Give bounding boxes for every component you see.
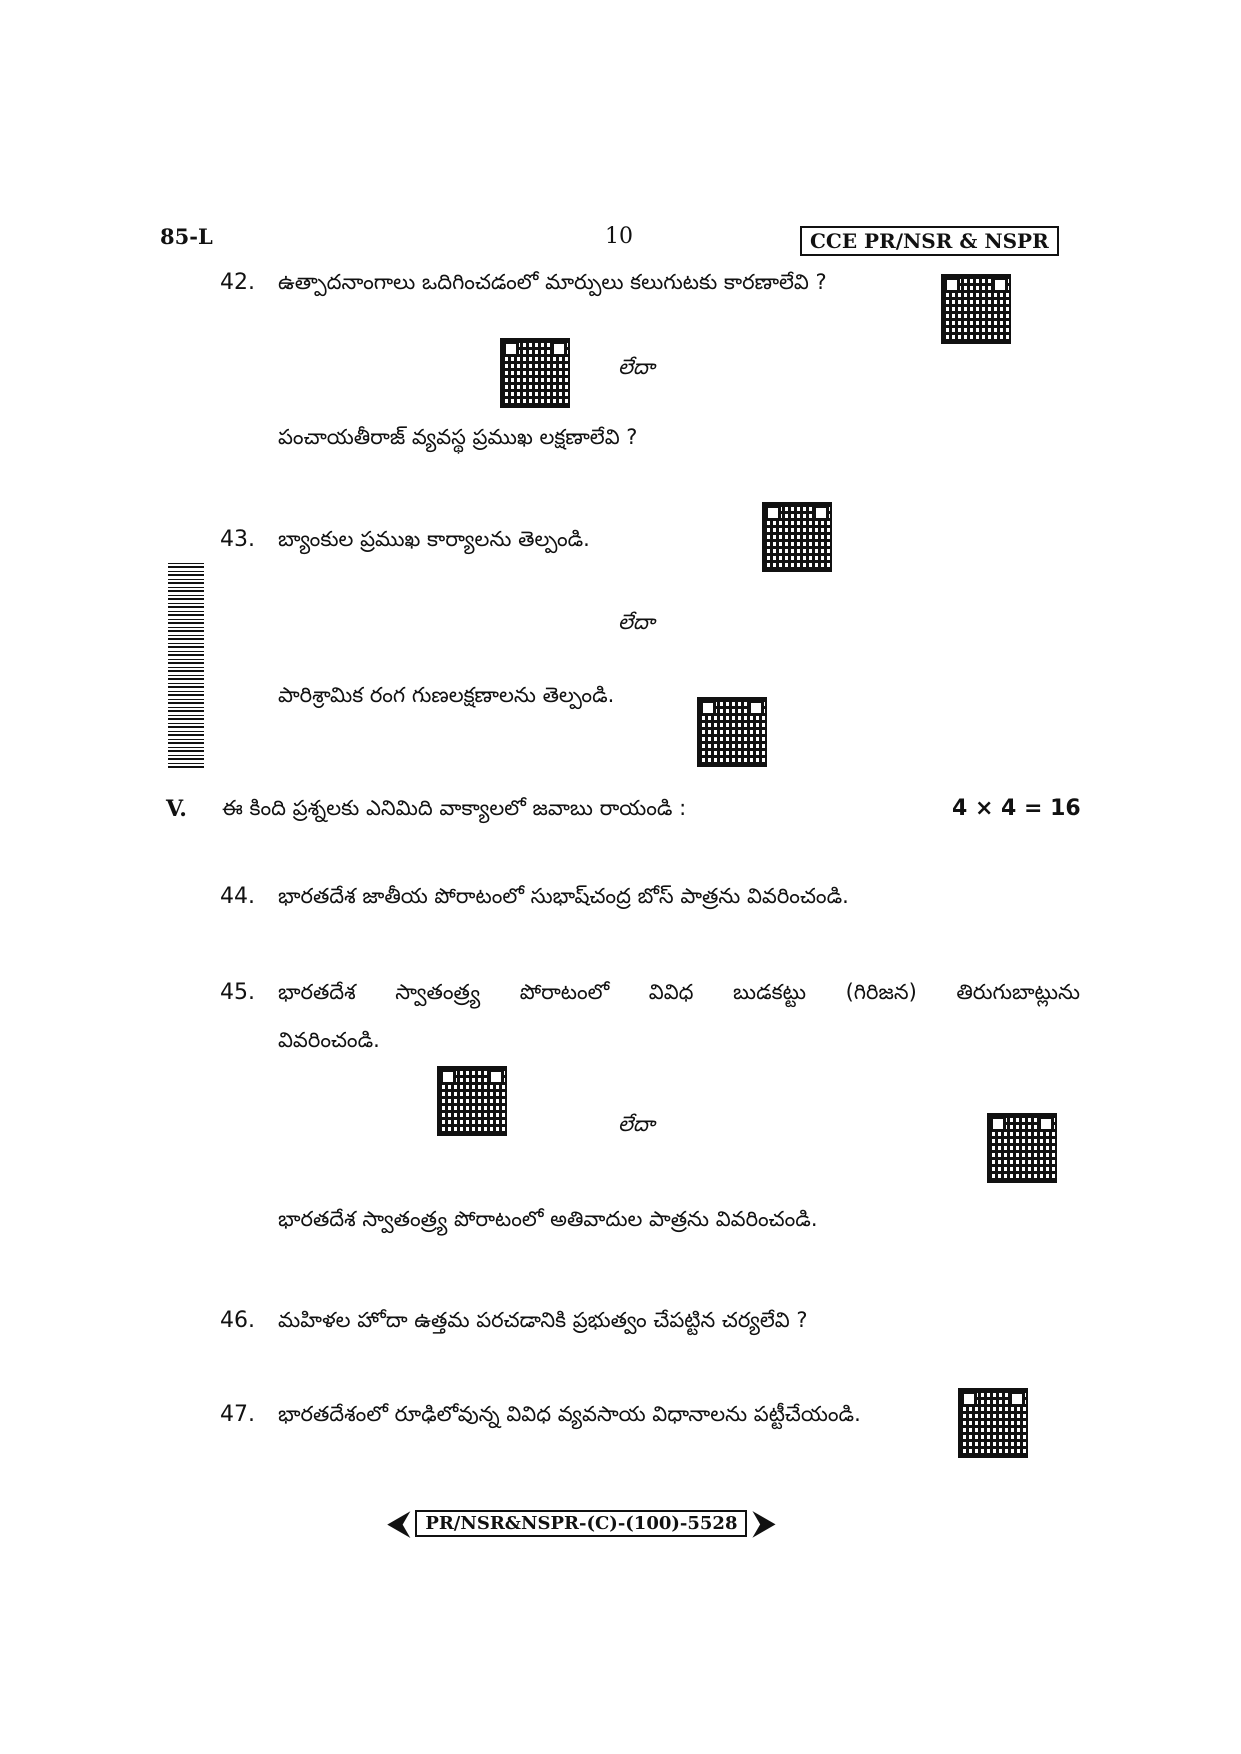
footer-code: PR/NSR&NSPR-(C)-(100)-5528 <box>415 1510 747 1537</box>
or-label-q42: లేదా <box>618 355 655 379</box>
question-43-alt-text: పారిశ్రామిక రంగ గుణలక్షణాలను తెల్పండి. <box>278 683 615 707</box>
right-arrow-icon: ⮞ <box>753 1506 776 1541</box>
section-number: V. <box>166 796 187 822</box>
left-arrow-icon: ⮜ <box>388 1506 410 1541</box>
barcode <box>168 560 204 768</box>
question-45-alt-text: భారతదేశ స్వాతంత్ర్య పోరాటంలో అతివాదుల పాత్రను వివరించండి. <box>278 1207 818 1231</box>
page-number: 10 <box>605 224 633 249</box>
qr-code-q45 <box>437 1066 507 1136</box>
question-42-number: 42. <box>220 270 255 295</box>
qr-code-q42 <box>941 274 1011 344</box>
question-44-number: 44. <box>220 884 255 909</box>
question-45-text-line2: వివరించండి. <box>278 1028 380 1052</box>
qr-code-q43-alt <box>697 697 767 767</box>
or-label-q43: లేదా <box>618 610 655 634</box>
question-44-text: భారతదేశ జాతీయ పోరాటంలో సుభాష్‌చంద్ర బోస్ పాత్రను వివరించండి. <box>278 884 849 908</box>
section-instruction: ఈ కింది ప్రశ్నలకు ఎనిమిది వాక్యాలలో జవాబు రాయండి : <box>222 796 687 820</box>
or-label-q45: లేదా <box>618 1112 655 1136</box>
qr-code-q43 <box>762 502 832 572</box>
question-42-text: ఉత్పాదనాంగాలు ఒదిగించడంలో మార్పులు కలుగుటకు కారణాలేవి ? <box>278 270 827 294</box>
footer <box>388 1506 775 1541</box>
question-43-number: 43. <box>220 527 255 552</box>
qr-code-q45-alt <box>987 1113 1057 1183</box>
qr-code-q42-or <box>500 338 570 408</box>
question-47-text: భారతదేశంలో రూఢిలోవున్న వివిధ వ్యవసాయ విధానాలను పట్టీచేయండి. <box>278 1402 861 1426</box>
section-marks: 4 × 4 = 16 <box>952 796 1081 821</box>
question-47-number: 47. <box>220 1402 255 1427</box>
question-46-number: 46. <box>220 1308 255 1333</box>
qr-code-q47 <box>958 1388 1028 1458</box>
header-left-code: 85-L <box>160 224 213 249</box>
header-right-code: CCE PR/NSR & NSPR <box>800 226 1059 256</box>
question-45-text-line1: భారతదేశ స్వాతంత్ర్య పోరాటంలో వివిధ బుడకట్టు (గిరిజన) తిరుగుబాట్లును <box>278 980 1080 1004</box>
question-46-text: మహిళల హోదా ఉత్తమ పరచడానికి ప్రభుత్వం చేపట్టిన చర్యలేవి ? <box>278 1308 808 1332</box>
question-43-text: బ్యాంకుల ప్రముఖ కార్యాలను తెల్పండి. <box>278 527 590 551</box>
question-42-alt-text: పంచాయతీరాజ్ వ్యవస్థ ప్రముఖ లక్షణాలేవి ? <box>278 425 638 449</box>
question-45-number: 45. <box>220 980 255 1005</box>
